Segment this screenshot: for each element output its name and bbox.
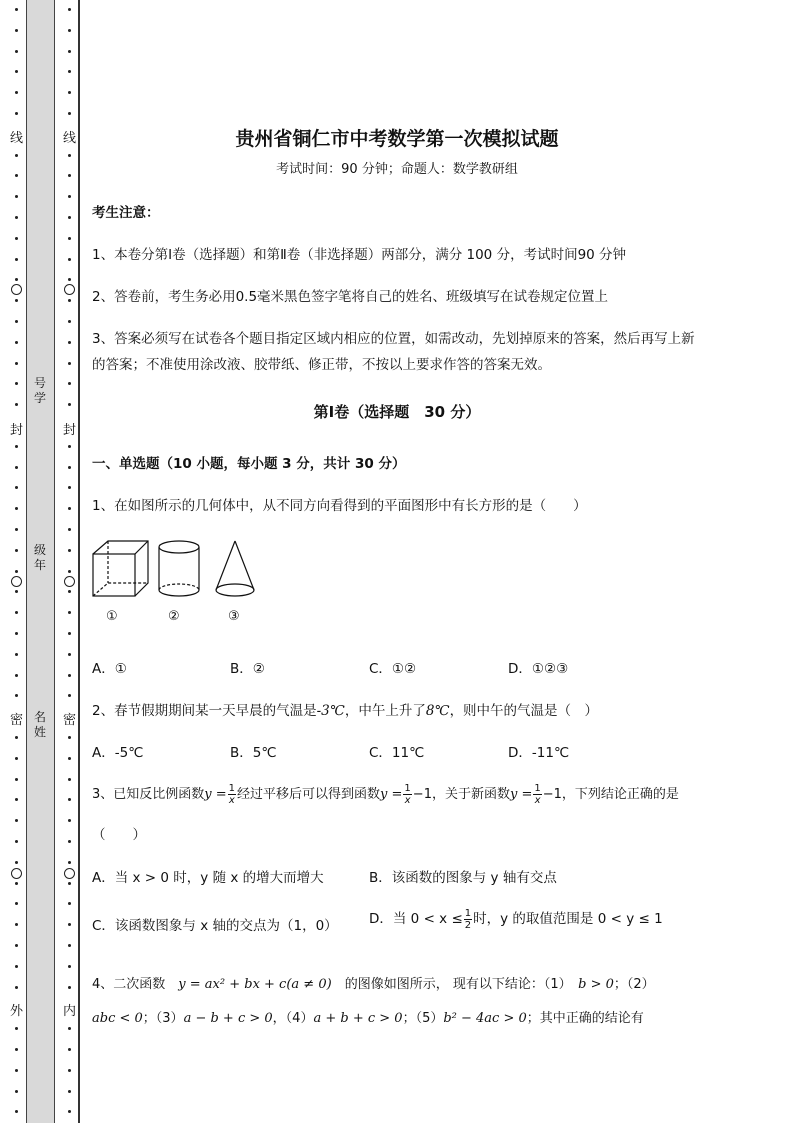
margin-dot (68, 445, 71, 448)
margin-circle (11, 284, 22, 295)
q3-frac-1-num: 1 (228, 783, 236, 794)
margin-dot (68, 8, 71, 11)
q2-stem-c: ，则中午的气温是（ ） (449, 703, 599, 719)
margin-dot (68, 362, 71, 365)
margin-dot (68, 944, 71, 947)
margin-dot (68, 216, 71, 219)
q2-option-c: C．11℃ (369, 745, 425, 761)
margin-dot (15, 549, 18, 552)
notice-item-3: 3、答案必须写在试卷各个题目指定区域内相应的位置，如需改动，先划掉原来的答案，然后再写上新 (92, 331, 695, 347)
margin-dot (68, 382, 71, 385)
q4-conclusion-3: a − b + c > 0 (183, 1011, 273, 1026)
margin-dot (68, 923, 71, 926)
margin-dot (68, 237, 71, 240)
q2-stem-b: ，中午上升了 (344, 703, 426, 719)
margin-dot (68, 91, 71, 94)
field-student-number: 号学 (33, 376, 46, 405)
margin-dot (15, 29, 18, 32)
margin-dot (68, 861, 71, 864)
margin-dot (15, 320, 18, 323)
q1-option-c: C．①② (369, 661, 417, 677)
margin-dot (68, 299, 71, 302)
outer-label-feng: 封 (10, 423, 24, 438)
margin-circle (64, 284, 75, 295)
margin-dot (15, 382, 18, 385)
q3-stem-d: ，下列结论正确的是 (561, 787, 679, 802)
figure-label-2: ② (168, 609, 180, 624)
q2-stem (92, 699, 598, 719)
margin-dot (15, 445, 18, 448)
margin-dot (15, 1090, 18, 1093)
margin-dot (68, 1069, 71, 1072)
margin-dot (15, 798, 18, 801)
margin-dot (68, 694, 71, 697)
q4-conclusion-4: a + b + c > 0 (313, 1011, 403, 1026)
margin-dot (68, 1110, 71, 1113)
margin-dot (68, 278, 71, 281)
margin-dot (68, 341, 71, 344)
margin-dot (15, 299, 18, 302)
margin-dot (68, 778, 71, 781)
q4-stem-c: ；（2） (613, 977, 655, 992)
q1-solids-figure (90, 538, 265, 600)
margin-dot (15, 840, 18, 843)
margin-dot (15, 50, 18, 53)
margin-dot (15, 1110, 18, 1113)
margin-dot (68, 798, 71, 801)
q4-line2-d: ；（5） (402, 1011, 444, 1026)
page-title: 贵州省铜仁市中考数学第一次模拟试题 (235, 128, 559, 150)
margin-dot (15, 965, 18, 968)
q1-stem: 1、在如图所示的几何体中，从不同方向看得到的平面图形中有长方形的是（ ） (92, 498, 587, 514)
margin-dot (15, 611, 18, 614)
margin-dot (15, 486, 18, 489)
q3-y-eq-1: y = (204, 787, 227, 802)
margin-dot (68, 611, 71, 614)
margin-dot (15, 944, 18, 947)
q2-stem-a: 2、春节假期期间某一天早晨的气温是 (92, 703, 317, 719)
q4-line2-b: ；（3） (142, 1011, 184, 1026)
margin-dot (15, 1069, 18, 1072)
margin-dot (15, 341, 18, 344)
inner-label-mi: 密 (63, 713, 77, 728)
margin-dot (15, 694, 18, 697)
margin-dot (68, 590, 71, 593)
q1-option-a: A．① (92, 661, 127, 677)
margin-dot (15, 528, 18, 531)
q4-conclusion-5: b² − 4ac > 0 (443, 1011, 527, 1026)
outer-label-mi: 密 (10, 713, 24, 728)
q3-minus-1b: −1 (542, 787, 562, 802)
page-subtitle: 考试时间：90 分钟；命题人：数学教研组 (276, 162, 518, 177)
margin-dot (15, 258, 18, 261)
q2-temp-rise: 8℃ (425, 703, 450, 719)
q4-stem-a: 4、二次函数 (92, 977, 166, 992)
margin-dot (68, 674, 71, 677)
margin-dot (15, 278, 18, 281)
margin-dot (15, 902, 18, 905)
margin-dot (15, 923, 18, 926)
margin-dot (15, 757, 18, 760)
margin-dot (68, 757, 71, 760)
q3-frac-2-den: x (404, 795, 411, 806)
margin-circle (11, 868, 22, 879)
q4-stem-b: 的图像如图所示， 现有以下结论：（1） (344, 977, 566, 992)
margin-dot (15, 882, 18, 885)
q3-stem-c: ，关于新函数 (431, 787, 510, 802)
margin-dot (68, 320, 71, 323)
q3-stem-a: 3、已知反比例函数 (92, 787, 205, 802)
margin-dot (15, 1048, 18, 1051)
q1-option-d: D．①②③ (508, 661, 569, 677)
margin-dot (15, 91, 18, 94)
q3-y-eq-2: y = (380, 787, 403, 802)
margin-dot (68, 840, 71, 843)
margin-dot (68, 1048, 71, 1051)
margin-dot (15, 112, 18, 115)
margin-dot (68, 632, 71, 635)
margin-dot (68, 986, 71, 989)
q3-frac-1-den: x (228, 795, 235, 806)
q3-option-a: A．当 x > 0 时，y 随 x 的增大而增大 (92, 870, 324, 886)
q3-option-d-a: D．当 0 < x ≤ (369, 911, 463, 927)
margin-dot (68, 882, 71, 885)
q3-option-d (369, 907, 663, 931)
margin-dot (15, 8, 18, 11)
notice-heading: 考生注意： (92, 205, 160, 221)
margin-dot (68, 570, 71, 573)
margin-dot (15, 362, 18, 365)
margin-dot (68, 1027, 71, 1030)
q3-option-b: B．该函数的图象与 y 轴有交点 (369, 870, 557, 886)
q3-frac-3 (533, 783, 541, 806)
figure-label-1: ① (106, 609, 118, 624)
margin-dot (15, 819, 18, 822)
margin-dot (15, 778, 18, 781)
margin-dot (15, 154, 18, 157)
q3-frac-2 (403, 783, 411, 806)
q3-option-d-frac (464, 908, 472, 931)
q4-formula: y = ax² + bx + c(a ≠ 0) (178, 977, 332, 992)
q4-conclusion-1: b > 0 (578, 977, 614, 992)
q3-stem-b: 经过平移后可以得到函数 (237, 787, 381, 802)
q3-stem-answer-blank: （ ） (92, 827, 146, 843)
margin-dot (15, 736, 18, 739)
margin-dot (68, 258, 71, 261)
part-heading: 一、单选题（10 小题，每小题 3 分，共计 30 分） (92, 456, 406, 472)
q4-line2-e: ；其中正确的结论有 (526, 1011, 644, 1026)
margin-dot (68, 195, 71, 198)
outer-label-wai: 外 (10, 1004, 24, 1019)
q2-temp-morning: -3℃ (316, 703, 345, 719)
q3-option-c: C．该函数图象与 x 轴的交点为（1，0） (92, 918, 338, 934)
margin-dot (15, 507, 18, 510)
cone-shape (216, 541, 254, 596)
margin-dot (68, 653, 71, 656)
inner-label-feng: 封 (63, 423, 77, 438)
q2-option-d: D．-11℃ (508, 745, 570, 761)
notice-item-1: 1、本卷分第Ⅰ卷（选择题）和第Ⅱ卷（非选择题）两部分，满分 100 分，考试时间90 分钟 (92, 247, 627, 263)
q3-option-d-den: 2 (464, 919, 472, 931)
margin-dot (68, 507, 71, 510)
cylinder-shape (159, 541, 199, 596)
margin-dot (68, 902, 71, 905)
margin-dot (68, 736, 71, 739)
margin-dot (68, 1090, 71, 1093)
margin-dot (68, 965, 71, 968)
q2-option-a: A．-5℃ (92, 745, 144, 761)
q3-stem (92, 783, 679, 806)
notice-item-2: 2、答卷前，考生务必用0.5毫米黑色签字笔将自己的姓名、班级填写在试卷规定位置上 (92, 289, 609, 305)
margin-dot (15, 70, 18, 73)
section-title: 第Ⅰ卷（选择题 30 分） (313, 403, 481, 421)
margin-dot (68, 466, 71, 469)
margin-dot (15, 570, 18, 573)
q3-frac-1 (228, 783, 236, 806)
cube-shape (93, 541, 148, 596)
margin-dot (15, 590, 18, 593)
q4-line2-c: ，（4） (272, 1011, 314, 1026)
q3-frac-3-den: x (534, 795, 541, 806)
q3-option-d-num: 1 (464, 907, 472, 919)
inner-label-nei: 内 (63, 1004, 77, 1019)
q2-option-b: B．5℃ (230, 745, 277, 761)
margin-dot (68, 50, 71, 53)
outer-label-xian: 线 (10, 131, 24, 146)
margin-dot (68, 819, 71, 822)
margin-dot (15, 1027, 18, 1030)
field-name: 名姓 (33, 710, 46, 739)
q3-option-d-b: 时，y 的取值范围是 0 < y ≤ 1 (473, 911, 663, 927)
margin-dot (15, 986, 18, 989)
q3-y-eq-3: y = (509, 787, 533, 802)
margin-dot (68, 70, 71, 73)
q1-option-b: B．② (230, 661, 265, 677)
margin-dot (68, 112, 71, 115)
margin-dot (15, 632, 18, 635)
margin-dot (15, 216, 18, 219)
q4-stem-line1 (92, 973, 655, 992)
margin-dot (15, 237, 18, 240)
margin-dot (15, 861, 18, 864)
margin-circle (11, 576, 22, 587)
q3-minus-1: −1 (412, 787, 432, 802)
q4-conclusion-2: abc < 0 (92, 1011, 143, 1026)
margin-dot (68, 549, 71, 552)
q3-frac-3-num: 1 (534, 783, 541, 794)
inner-label-xian: 线 (63, 131, 77, 146)
q3-frac-2-num: 1 (404, 783, 411, 794)
margin-dot (68, 29, 71, 32)
notice-item-3-cont: 的答案；不准使用涂改液、胶带纸、修正带，不按以上要求作答的答案无效。 (92, 357, 551, 373)
margin-dot (15, 466, 18, 469)
margin-dot (68, 486, 71, 489)
margin-dot (15, 674, 18, 677)
margin-dot (15, 653, 18, 656)
field-grade: 级年 (33, 543, 46, 572)
margin-circle (64, 868, 75, 879)
figure-label-3: ③ (228, 609, 240, 624)
margin-dot (68, 528, 71, 531)
q4-stem-line2 (92, 1007, 644, 1026)
margin-dot (68, 154, 71, 157)
margin-dot (15, 195, 18, 198)
margin-circle (64, 576, 75, 587)
